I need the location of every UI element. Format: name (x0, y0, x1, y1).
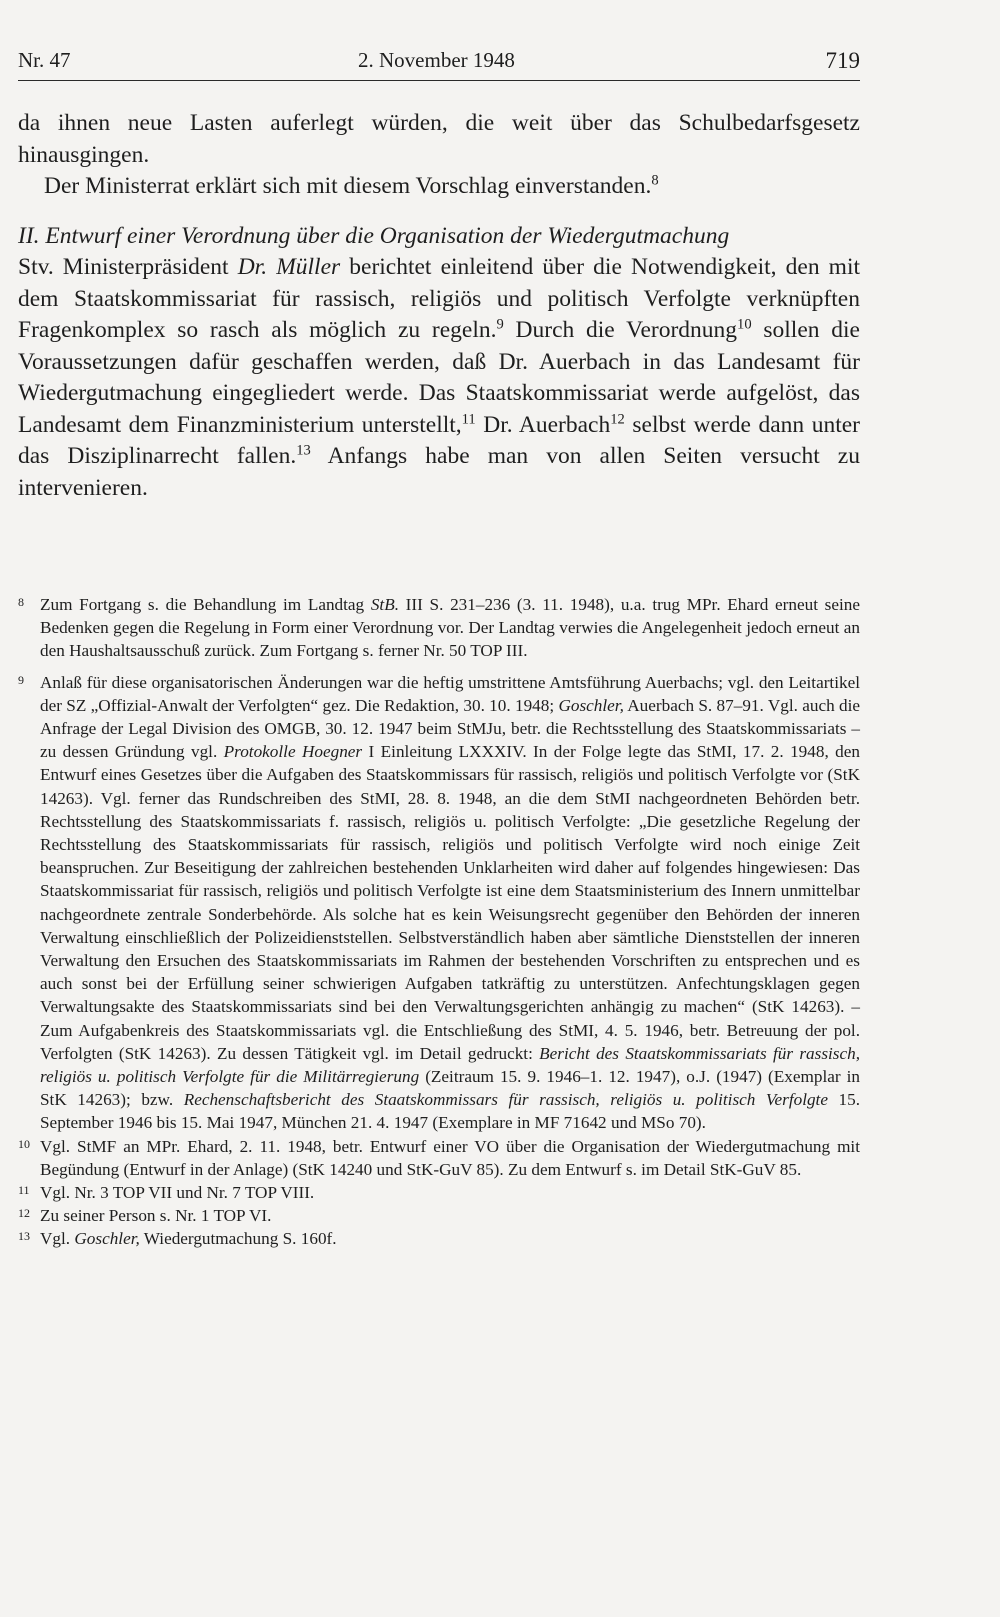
footnote-text: Vgl. StMF an MPr. Ehard, 2. 11. 1948, betr. Entwurf einer VO über die Organisation der Wiedergutmachung mit Begündung (Entwurf in der Anlage) (StK 14240 und StK-GuV 85). Zu dem Entwurf s. im Detail StK-GuV 85. (40, 1136, 860, 1179)
fn9-text-a: Anlaß für diese organisatorischen Änderungen war die heftig umstrittene Amtsführung Auerbachs; vgl. den Leitartikel der SZ „Offizial-Anwalt der Verfolgten“ gez. Die Redaktion, 30. 10. 1948; (40, 672, 860, 715)
footnote-ref-12: 12 (610, 410, 625, 427)
fn13-italic: Goschler, (74, 1229, 140, 1249)
fn9-text-c: I Einleitung LXXXIV. In der Folge legte das StMI, 17. 2. 1948, den Entwurf eines Gesetzes über die Aufgaben des Staatskommissars für rassisch, religiös und politisch Verfolgte vor (StK 14263). Vgl. ferner das Rundschreiben des StMI, 28. 8. 1948, an die dem StMI nachgeordneten Behörden betr. Rechtsstellung des Staatskommissariats f. rassisch, religiös u. politisch Verfolgte: „Die gesetzliche Regelung der Rechtsstellung des Staatskommissariats für rassisch, religiös und politisch Verfolgte wird noch einige Zeit beanspruchen. Zur Beseitigung der zahlreichen bestehenden Unklarheiten wird daher auf folgendes hingewiesen: Das Staatskommissariat für rassisch, religiös und politisch Verfolgte ist eine dem Staatsministerium des Innern unmittelbar nachgeordnete zentrale Sonderbehörde. Als solche hat es kein Weisungsrecht gegenüber den Behörden der inneren Verwaltung einschließlich der Polizeidienststellen. Selbstverständlich haben aber sämtliche Dienststellen der inneren Verwaltung den Ersuchen des Staatskommissariats im Rahmen der bestehenden Vorschriften zu entsprechen und es auch sonst bei der Erfüllung seiner schwierigen Aufgaben tatkräftig zu unterstützen. Anfechtungsklagen gegen Verwaltungsakte des Staatskommissariats sind bei den Verwaltungsgerichten anhängig zu machen“ (StK 14263). – Zum Aufgabenkreis des Staatskommissariats vgl. die Entschließung des StMI, 4. 5. 1946, betr. Betreuung der pol. Verfolgten (StK 14263). Zu dessen Tätigkeit vgl. im Detail gedruckt: (40, 742, 860, 1063)
paragraph-3 (18, 252, 860, 504)
footnote-text: Vgl. Nr. 3 TOP VII und Nr. 7 TOP VIII. (40, 1183, 315, 1203)
footnote-8 (18, 593, 860, 663)
footnote-text (40, 1227, 860, 1250)
issue-number: Nr. 47 (18, 48, 71, 72)
footnote-text (40, 593, 860, 663)
main-text (18, 108, 860, 504)
footnote-9 (18, 671, 860, 1135)
fn13-text-a: Vgl. (40, 1229, 75, 1249)
fn8-text-a: Zum Fortgang s. die Behandlung im Landtag (40, 595, 371, 614)
footnote-13 (18, 1227, 860, 1250)
speaker-name: Müller (276, 254, 341, 280)
footnote-number: 12 (18, 1206, 30, 1221)
footnotes (18, 593, 860, 1251)
fn8-text-b: III S. 231–236 (3. 11. 1948), u.a. trug MPr. Ehard erneut seine Bedenken gegen die Regelung in Form einer Verordnung vor. Der Landtag verwies die Angelegenheit jedoch erneut an den Haushaltsausschuß zurück. Zum Fortgang s. ferner Nr. 50 TOP III. (40, 595, 860, 661)
p3-text-f: selbst werde dann unter das Disziplinarrecht fallen. (18, 411, 860, 469)
footnote-10 (18, 1135, 860, 1181)
footnote-ref-13: 13 (296, 442, 311, 459)
paragraph-1 (18, 108, 860, 171)
footnote-ref-9: 9 (496, 316, 504, 333)
fn9-italic-a: Goschler, (558, 695, 624, 715)
p3-text-d: sollen die Voraussetzungen dafür geschaffen werden, daß Dr. Auerbach in das Landesamt für Wiedergutmachung eingegliedert werde. Das Staatskommissariat werde aufgelöst, das Landesamt dem Finanzministerium unterstellt, (18, 317, 860, 438)
fn9-text-e: 15. September 1946 bis 15. Mai 1947, München 21. 4. 1947 (Exemplare in MF 71642 und MSo 70). (40, 1090, 861, 1133)
footnote-ref-8: 8 (651, 172, 659, 189)
p3-text-g: Anfangs habe man von allen Seiten versucht zu intervenieren. (18, 443, 860, 501)
fn8-italic: StB. (370, 595, 399, 614)
section-heading: II. Entwurf einer Verordnung über die Organisation der Wiedergutmachung (18, 222, 730, 249)
fn9-italic-c: Bericht des Staatskommissariats für rassisch, religiös u. politisch Verfolgte für die Militärregierung (40, 1043, 860, 1087)
paragraph-1-line-1: da ihnen neue Lasten auferlegt würden, die weit über das Schulbedarfsgesetz (18, 110, 860, 136)
fn9-text-b: Auerbach S. 87–91. Vgl. auch die Anfrage der Legal Division des OMGB, 30. 12. 1947 beim StMJu, betr. die Rechtsstellung des Staatskommissariats – zu dessen Gründung vgl. (40, 695, 860, 762)
fn9-text-d: (Zeitraum 15. 9. 1946–1. 12. 1947), o.J. (1947) (Exemplar in StK 14263); bzw. (40, 1067, 860, 1110)
paragraph-2 (18, 171, 860, 203)
footnote-12 (18, 1204, 860, 1227)
p3-text-b: berichtet einleitend über die Notwendigkeit, den mit dem Staatskommissariat für rassisch, religiös und politisch Verfolgte verknüpften Fragenkomplex so rasch als möglich zu regeln. (18, 254, 861, 343)
speaker-title: Dr. (237, 254, 268, 280)
paragraph-2-text: Der Ministerrat erklärt sich mit diesem Vorschlag einverstanden. (44, 173, 652, 199)
header-date: 2. November 1948 (358, 48, 515, 72)
footnote-number: 9 (18, 672, 24, 687)
footnote-ref-10: 10 (737, 316, 752, 333)
footnote-ref-11: 11 (461, 410, 476, 427)
fn9-italic-d: Rechenschaftsbericht des Staatskommissars für rassisch, religiös u. politisch Verfolgte (183, 1090, 828, 1110)
fn13-text-b: Wiedergutmachung S. 160f. (139, 1229, 337, 1249)
footnote-text (40, 671, 860, 1135)
footnote-number: 11 (18, 1183, 30, 1198)
footnote-number: 10 (18, 1136, 30, 1151)
footnote-text: Zu seiner Person s. Nr. 1 TOP VI. (40, 1206, 272, 1226)
page-header (18, 44, 860, 81)
paragraph-1-line-2: hinausgingen. (18, 141, 150, 168)
footnote-number: 8 (18, 595, 24, 609)
p3-space (267, 254, 276, 280)
fn9-italic-b: Protokolle Hoegner (223, 742, 363, 762)
p3-text-e: Dr. Auerbach (475, 411, 611, 438)
p3-text-c: Durch die Verordnung (503, 317, 738, 343)
footnote-11 (18, 1181, 860, 1204)
footnote-number: 13 (18, 1229, 30, 1244)
page-number: 719 (825, 48, 860, 73)
p3-text-a: Stv. Ministerpräsident (18, 254, 238, 280)
